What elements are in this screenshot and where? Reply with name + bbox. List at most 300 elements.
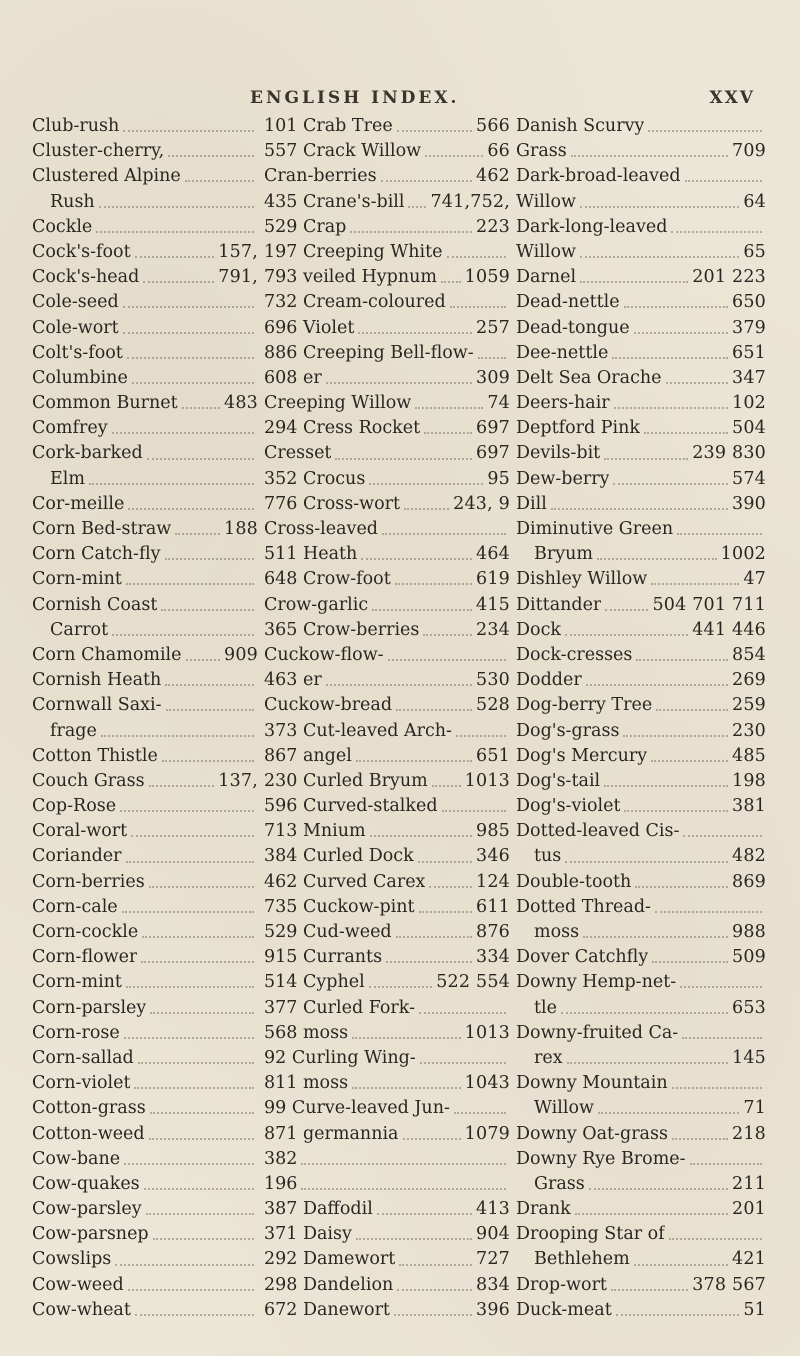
entry-term: Deers-hair — [516, 393, 610, 414]
entry-page-ref: 988 — [731, 922, 766, 942]
leader-dots — [611, 1288, 688, 1291]
leader-dots — [624, 305, 728, 308]
index-columns — [32, 114, 772, 1323]
index-entry — [264, 744, 516, 769]
leader-dots — [382, 532, 506, 535]
index-entry — [516, 114, 772, 139]
entry-page-ref: 619 — [475, 569, 510, 590]
index-entry — [516, 744, 772, 769]
running-title: ENGLISH INDEX. — [250, 88, 460, 108]
index-entry — [32, 996, 264, 1021]
leader-dots — [388, 658, 506, 661]
index-entry — [516, 290, 772, 315]
index-entry — [32, 1247, 264, 1272]
leader-dots — [132, 381, 254, 384]
entry-page-ref: 509 — [731, 947, 766, 968]
entry-term: 793 veiled Hypnum — [264, 267, 438, 288]
entry-term: 92 Curling Wing- — [264, 1047, 416, 1068]
entry-page-ref: 697 — [475, 418, 510, 439]
entry-term: Cockle — [32, 216, 93, 237]
leader-dots — [135, 255, 215, 258]
leader-dots — [624, 809, 728, 812]
leader-dots — [454, 1111, 506, 1114]
entry-page-ref: 530 — [475, 670, 510, 691]
leader-dots — [124, 1036, 254, 1039]
leader-dots — [372, 608, 472, 611]
entry-term: Bethlehem — [534, 1249, 630, 1270]
entry-page-ref: 390 — [731, 493, 766, 514]
entry-page-ref: 985 — [475, 821, 510, 842]
leader-dots — [583, 935, 728, 938]
entry-term: 463 er — [264, 670, 322, 691]
leader-dots — [142, 935, 254, 938]
entry-page-ref: 71 — [743, 1098, 766, 1119]
index-entry — [32, 844, 264, 869]
entry-page-ref: 347 — [731, 367, 766, 388]
index-entry — [32, 643, 264, 668]
index-entry — [264, 1096, 516, 1121]
index-entry — [264, 341, 516, 366]
index-entry — [516, 1071, 772, 1096]
leader-dots — [425, 154, 483, 157]
index-entry — [32, 744, 264, 769]
leader-dots — [186, 658, 220, 661]
entry-page-ref: 709 — [731, 141, 766, 162]
entry-term: 435 Crane's-bill — [264, 191, 405, 212]
index-entry — [264, 366, 516, 391]
entry-term: Drank — [516, 1199, 571, 1220]
entry-term: Cock's-foot — [32, 241, 131, 262]
leader-dots — [598, 1111, 739, 1114]
index-entry — [264, 1197, 516, 1222]
entry-term: Cotton Thistle — [32, 745, 158, 766]
leader-dots — [635, 885, 728, 888]
entry-term: 867 angel — [264, 745, 352, 766]
index-entry — [264, 769, 516, 794]
index-entry — [516, 1147, 772, 1172]
leader-dots — [677, 532, 762, 535]
leader-dots — [685, 179, 762, 182]
index-entry — [264, 190, 516, 215]
index-entry — [264, 240, 516, 265]
index-entry — [264, 593, 516, 618]
entry-term: Corn-berries — [32, 871, 145, 892]
entry-page-ref: 309 — [475, 367, 510, 388]
leader-dots — [112, 431, 254, 434]
entry-term: 557 Crack Willow — [264, 141, 422, 162]
index-entry — [516, 1096, 772, 1121]
index-entry — [264, 391, 516, 416]
entry-term: Cuckow-flow- — [264, 644, 384, 665]
leader-dots — [115, 1263, 254, 1266]
entry-term: Common Burnet — [32, 393, 178, 414]
index-entry — [516, 1222, 772, 1247]
index-entry — [264, 290, 516, 315]
entry-term: Cow-bane — [32, 1148, 121, 1169]
entry-term: Corn-violet — [32, 1073, 131, 1094]
entry-term: Devils-bit — [516, 443, 601, 464]
leader-dots — [403, 1137, 461, 1140]
index-entry — [32, 920, 264, 945]
entry-page-ref: 441 446 — [692, 619, 766, 640]
leader-dots — [680, 985, 762, 988]
leader-dots — [356, 1237, 472, 1240]
entry-page-ref: 201 — [731, 1199, 766, 1220]
entry-page-ref: 378 567 — [692, 1274, 766, 1295]
entry-term: Dog's Mercury — [516, 745, 648, 766]
index-entry — [32, 341, 264, 366]
leader-dots — [565, 860, 728, 863]
index-entry — [32, 1021, 264, 1046]
entry-term: Cole-seed — [32, 292, 119, 313]
leader-dots — [175, 532, 220, 535]
entry-page-ref: 334 — [475, 947, 510, 968]
entry-term: Corn-sallad — [32, 1047, 134, 1068]
entry-term: Carrot — [50, 619, 109, 640]
entry-term: tle — [534, 997, 557, 1018]
index-entry — [32, 895, 264, 920]
entry-page-ref: 653 — [731, 997, 766, 1018]
entry-term: Cow-parsnep — [32, 1224, 149, 1245]
index-entry — [32, 870, 264, 895]
index-entry — [264, 668, 516, 693]
entry-term: 529 Crap — [264, 216, 347, 237]
leader-dots — [397, 1288, 472, 1291]
entry-page-ref: 522 554 — [436, 972, 510, 993]
entry-term: Willow — [534, 1098, 594, 1119]
index-entry — [516, 1197, 772, 1222]
leader-dots — [580, 280, 688, 283]
entry-term: Corn-cale — [32, 896, 118, 917]
index-entry — [516, 996, 772, 1021]
index-entry — [32, 1147, 264, 1172]
entry-term: 371 Daisy — [264, 1224, 352, 1245]
leader-dots — [356, 759, 472, 762]
index-entry — [516, 366, 772, 391]
entry-term: frage — [50, 720, 97, 741]
leader-dots — [131, 834, 254, 837]
leader-dots — [161, 608, 254, 611]
leader-dots — [651, 759, 728, 762]
entry-term: Dark-broad-leaved — [516, 166, 681, 187]
entry-page-ref: 1079 — [464, 1123, 510, 1144]
entry-term: Dog's-tail — [516, 770, 601, 791]
index-entry — [264, 1247, 516, 1272]
leader-dots — [669, 1237, 762, 1240]
index-entry — [264, 265, 516, 290]
index-entry — [32, 139, 264, 164]
entry-term: 732 Cream-coloured — [264, 292, 446, 313]
leader-dots — [168, 154, 254, 157]
index-entry — [264, 1172, 516, 1197]
leader-dots — [418, 860, 472, 863]
entry-term: Corn-rose — [32, 1022, 120, 1043]
entry-term: Dead-nettle — [516, 292, 620, 313]
leader-dots — [301, 1162, 506, 1165]
entry-term: Dover Catchfly — [516, 947, 649, 968]
index-entry — [516, 1247, 772, 1272]
entry-page-ref: 834 — [475, 1274, 510, 1295]
entry-term: Cow-quakes — [32, 1173, 140, 1194]
index-entry — [516, 618, 772, 643]
entry-term: Colt's-foot — [32, 342, 123, 363]
leader-dots — [123, 305, 254, 308]
entry-term: Willow — [516, 191, 576, 212]
leader-dots — [589, 1187, 728, 1190]
leader-dots — [666, 381, 728, 384]
entry-term: Delt Sea Orache — [516, 367, 662, 388]
leader-dots — [144, 1187, 254, 1190]
entry-page-ref: 257 — [475, 317, 510, 338]
index-entry — [516, 719, 772, 744]
leader-dots — [432, 784, 461, 787]
leader-dots — [404, 507, 449, 510]
leader-dots — [89, 482, 254, 485]
leader-dots — [166, 708, 254, 711]
entry-term: Comfrey — [32, 418, 108, 439]
leader-dots — [478, 356, 506, 359]
leader-dots — [656, 708, 728, 711]
index-entry — [32, 290, 264, 315]
entry-page-ref: 230 — [731, 720, 766, 741]
index-entry — [516, 215, 772, 240]
leader-dots — [361, 557, 472, 560]
entry-term: 514 Cyphel — [264, 972, 365, 993]
entry-page-ref: 218 — [731, 1123, 766, 1144]
leader-dots — [419, 1011, 506, 1014]
index-entry — [264, 1046, 516, 1071]
index-entry — [264, 693, 516, 718]
index-entry — [32, 240, 264, 265]
leader-dots — [358, 331, 472, 334]
index-entry — [516, 643, 772, 668]
leader-dots — [123, 331, 254, 334]
leader-dots — [146, 1212, 254, 1215]
entry-page-ref: 727 — [475, 1249, 510, 1270]
entry-page-ref: 482 — [731, 846, 766, 867]
leader-dots — [605, 608, 648, 611]
entry-page-ref: 485 — [731, 745, 766, 766]
index-entry — [264, 996, 516, 1021]
index-column-1 — [32, 114, 264, 1323]
index-entry — [264, 1147, 516, 1172]
leader-dots — [150, 1111, 254, 1114]
entry-term: Columbine — [32, 367, 128, 388]
index-entry — [264, 794, 516, 819]
entry-term: 298 Dandelion — [264, 1274, 394, 1295]
entry-page-ref: 211 — [731, 1173, 766, 1194]
leader-dots — [128, 1288, 254, 1291]
leader-dots — [350, 230, 472, 233]
entry-page-ref: 651 — [475, 745, 510, 766]
entry-term: Dee-nettle — [516, 342, 609, 363]
entry-page-ref: 65 — [743, 241, 766, 262]
index-entry — [516, 1172, 772, 1197]
entry-page-ref: 528 — [475, 695, 510, 716]
leader-dots — [377, 1212, 472, 1215]
leader-dots — [616, 1313, 740, 1316]
index-entry — [516, 341, 772, 366]
entry-term: Dodder — [516, 670, 582, 691]
index-entry — [264, 1273, 516, 1298]
index-entry — [516, 265, 772, 290]
leader-dots — [424, 431, 472, 434]
leader-dots — [597, 557, 717, 560]
entry-term: Corn-parsley — [32, 997, 147, 1018]
entry-term: Corn-mint — [32, 972, 122, 993]
entry-page-ref: 269 — [731, 670, 766, 691]
index-entry — [264, 1021, 516, 1046]
entry-term: Dock — [516, 619, 561, 640]
leader-dots — [580, 255, 739, 258]
entry-page-ref: 1013 — [464, 1022, 510, 1043]
entry-term: Corn-flower — [32, 947, 138, 968]
entry-term: Grass — [534, 1173, 585, 1194]
entry-term: Dog's-violet — [516, 796, 621, 817]
entry-term: Cresset — [264, 443, 332, 464]
index-entry — [516, 1298, 772, 1323]
leader-dots — [441, 280, 461, 283]
index-entry — [32, 970, 264, 995]
entry-term: Cotton-grass — [32, 1098, 146, 1119]
index-entry — [516, 693, 772, 718]
entry-page-ref: 157, — [218, 241, 258, 262]
entry-term: Darnel — [516, 267, 577, 288]
entry-term: Corn Bed-straw — [32, 519, 172, 539]
entry-term: 365 Crow-berries — [264, 619, 420, 640]
index-entry — [516, 164, 772, 189]
entry-term: Dock-cresses — [516, 644, 633, 665]
index-entry — [264, 970, 516, 995]
entry-term: Dittander — [516, 594, 602, 615]
entry-term: 101 Crab Tree — [264, 116, 393, 136]
entry-term: 384 Curled Dock — [264, 846, 414, 867]
leader-dots — [672, 1137, 728, 1140]
index-entry — [32, 618, 264, 643]
leader-dots — [571, 154, 728, 157]
index-entry — [264, 164, 516, 189]
entry-term: Cock's-head — [32, 267, 140, 288]
entry-term: 230 Curled Bryum — [264, 770, 428, 791]
leader-dots — [690, 1162, 762, 1165]
leader-dots — [381, 179, 472, 182]
index-entry — [32, 1298, 264, 1323]
leader-dots — [165, 557, 254, 560]
leader-dots — [335, 457, 472, 460]
index-entry — [32, 316, 264, 341]
entry-term: 511 Heath — [264, 544, 358, 565]
entry-term: 596 Curved-stalked — [264, 796, 438, 817]
entry-term: 196 — [264, 1173, 298, 1194]
entry-term: 387 Daffodil — [264, 1199, 373, 1220]
entry-page-ref: 259 — [731, 695, 766, 716]
leader-dots — [429, 885, 472, 888]
entry-term: Cornish Coast — [32, 594, 158, 615]
entry-term: Danish Scurvy — [516, 116, 645, 136]
index-entry — [264, 719, 516, 744]
entry-term: 294 Cress Rocket — [264, 418, 421, 439]
index-entry — [264, 895, 516, 920]
index-entry — [264, 920, 516, 945]
index-entry — [32, 1172, 264, 1197]
entry-term: 377 Curled Fork- — [264, 997, 416, 1018]
leader-dots — [551, 507, 728, 510]
index-entry — [516, 139, 772, 164]
index-entry — [264, 1222, 516, 1247]
entry-page-ref: 869 — [731, 871, 766, 892]
entry-term: Club-rush — [32, 116, 120, 136]
leader-dots — [352, 1086, 461, 1089]
entry-term: 608 er — [264, 367, 322, 388]
leader-dots — [96, 230, 254, 233]
index-entry — [32, 1046, 264, 1071]
entry-term: 811 moss — [264, 1073, 349, 1094]
leader-dots — [326, 381, 472, 384]
leader-dots — [456, 734, 506, 737]
entry-page-ref: 462 — [475, 166, 510, 187]
index-entry — [516, 190, 772, 215]
index-entry — [264, 1071, 516, 1096]
leader-dots — [651, 582, 739, 585]
index-entry — [264, 618, 516, 643]
index-entry — [32, 164, 264, 189]
index-entry — [264, 517, 516, 542]
entry-page-ref: 64 — [743, 191, 766, 212]
entry-page-ref: 1059 — [464, 267, 510, 288]
entry-page-ref: 854 — [731, 644, 766, 665]
leader-dots — [182, 406, 220, 409]
leader-dots — [122, 910, 254, 913]
entry-term: 462 Curved Carex — [264, 871, 426, 892]
index-entry — [264, 1298, 516, 1323]
entry-term: Cross-leaved — [264, 519, 378, 539]
entry-term: 373 Cut-leaved Arch- — [264, 720, 452, 741]
index-entry — [32, 265, 264, 290]
index-entry — [516, 1122, 772, 1147]
entry-page-ref: 198 — [731, 770, 766, 791]
index-entry — [516, 870, 772, 895]
entry-term: 886 Creeping Bell-flow- — [264, 342, 474, 363]
entry-term: Dark-long-leaved — [516, 216, 668, 237]
entry-term: Clustered Alpine — [32, 166, 181, 187]
leader-dots — [99, 205, 254, 208]
index-entry — [516, 467, 772, 492]
entry-page-ref: 791, — [218, 267, 258, 288]
leader-dots — [655, 910, 762, 913]
index-entry — [264, 139, 516, 164]
index-entry — [32, 1197, 264, 1222]
entry-page-ref: 483 — [223, 393, 258, 414]
entry-page-ref: 651 — [731, 342, 766, 363]
entry-term: Dog-berry Tree — [516, 695, 653, 716]
entry-page-ref: 95 — [487, 468, 510, 489]
index-entry — [516, 492, 772, 517]
index-entry — [516, 668, 772, 693]
entry-term: Cotton-weed — [32, 1123, 145, 1144]
index-entry — [516, 1046, 772, 1071]
entry-term: Coriander — [32, 846, 122, 867]
entry-page-ref: 421 — [731, 1249, 766, 1270]
leader-dots — [386, 960, 472, 963]
leader-dots — [149, 784, 215, 787]
entry-term: Cole-wort — [32, 317, 119, 338]
entry-page-ref: 381 — [731, 796, 766, 817]
leader-dots — [447, 255, 506, 258]
entry-term: Cow-parsley — [32, 1199, 142, 1220]
page-number: XXV — [709, 88, 755, 108]
entry-term: Dead-tongue — [516, 317, 630, 338]
leader-dots — [396, 935, 472, 938]
